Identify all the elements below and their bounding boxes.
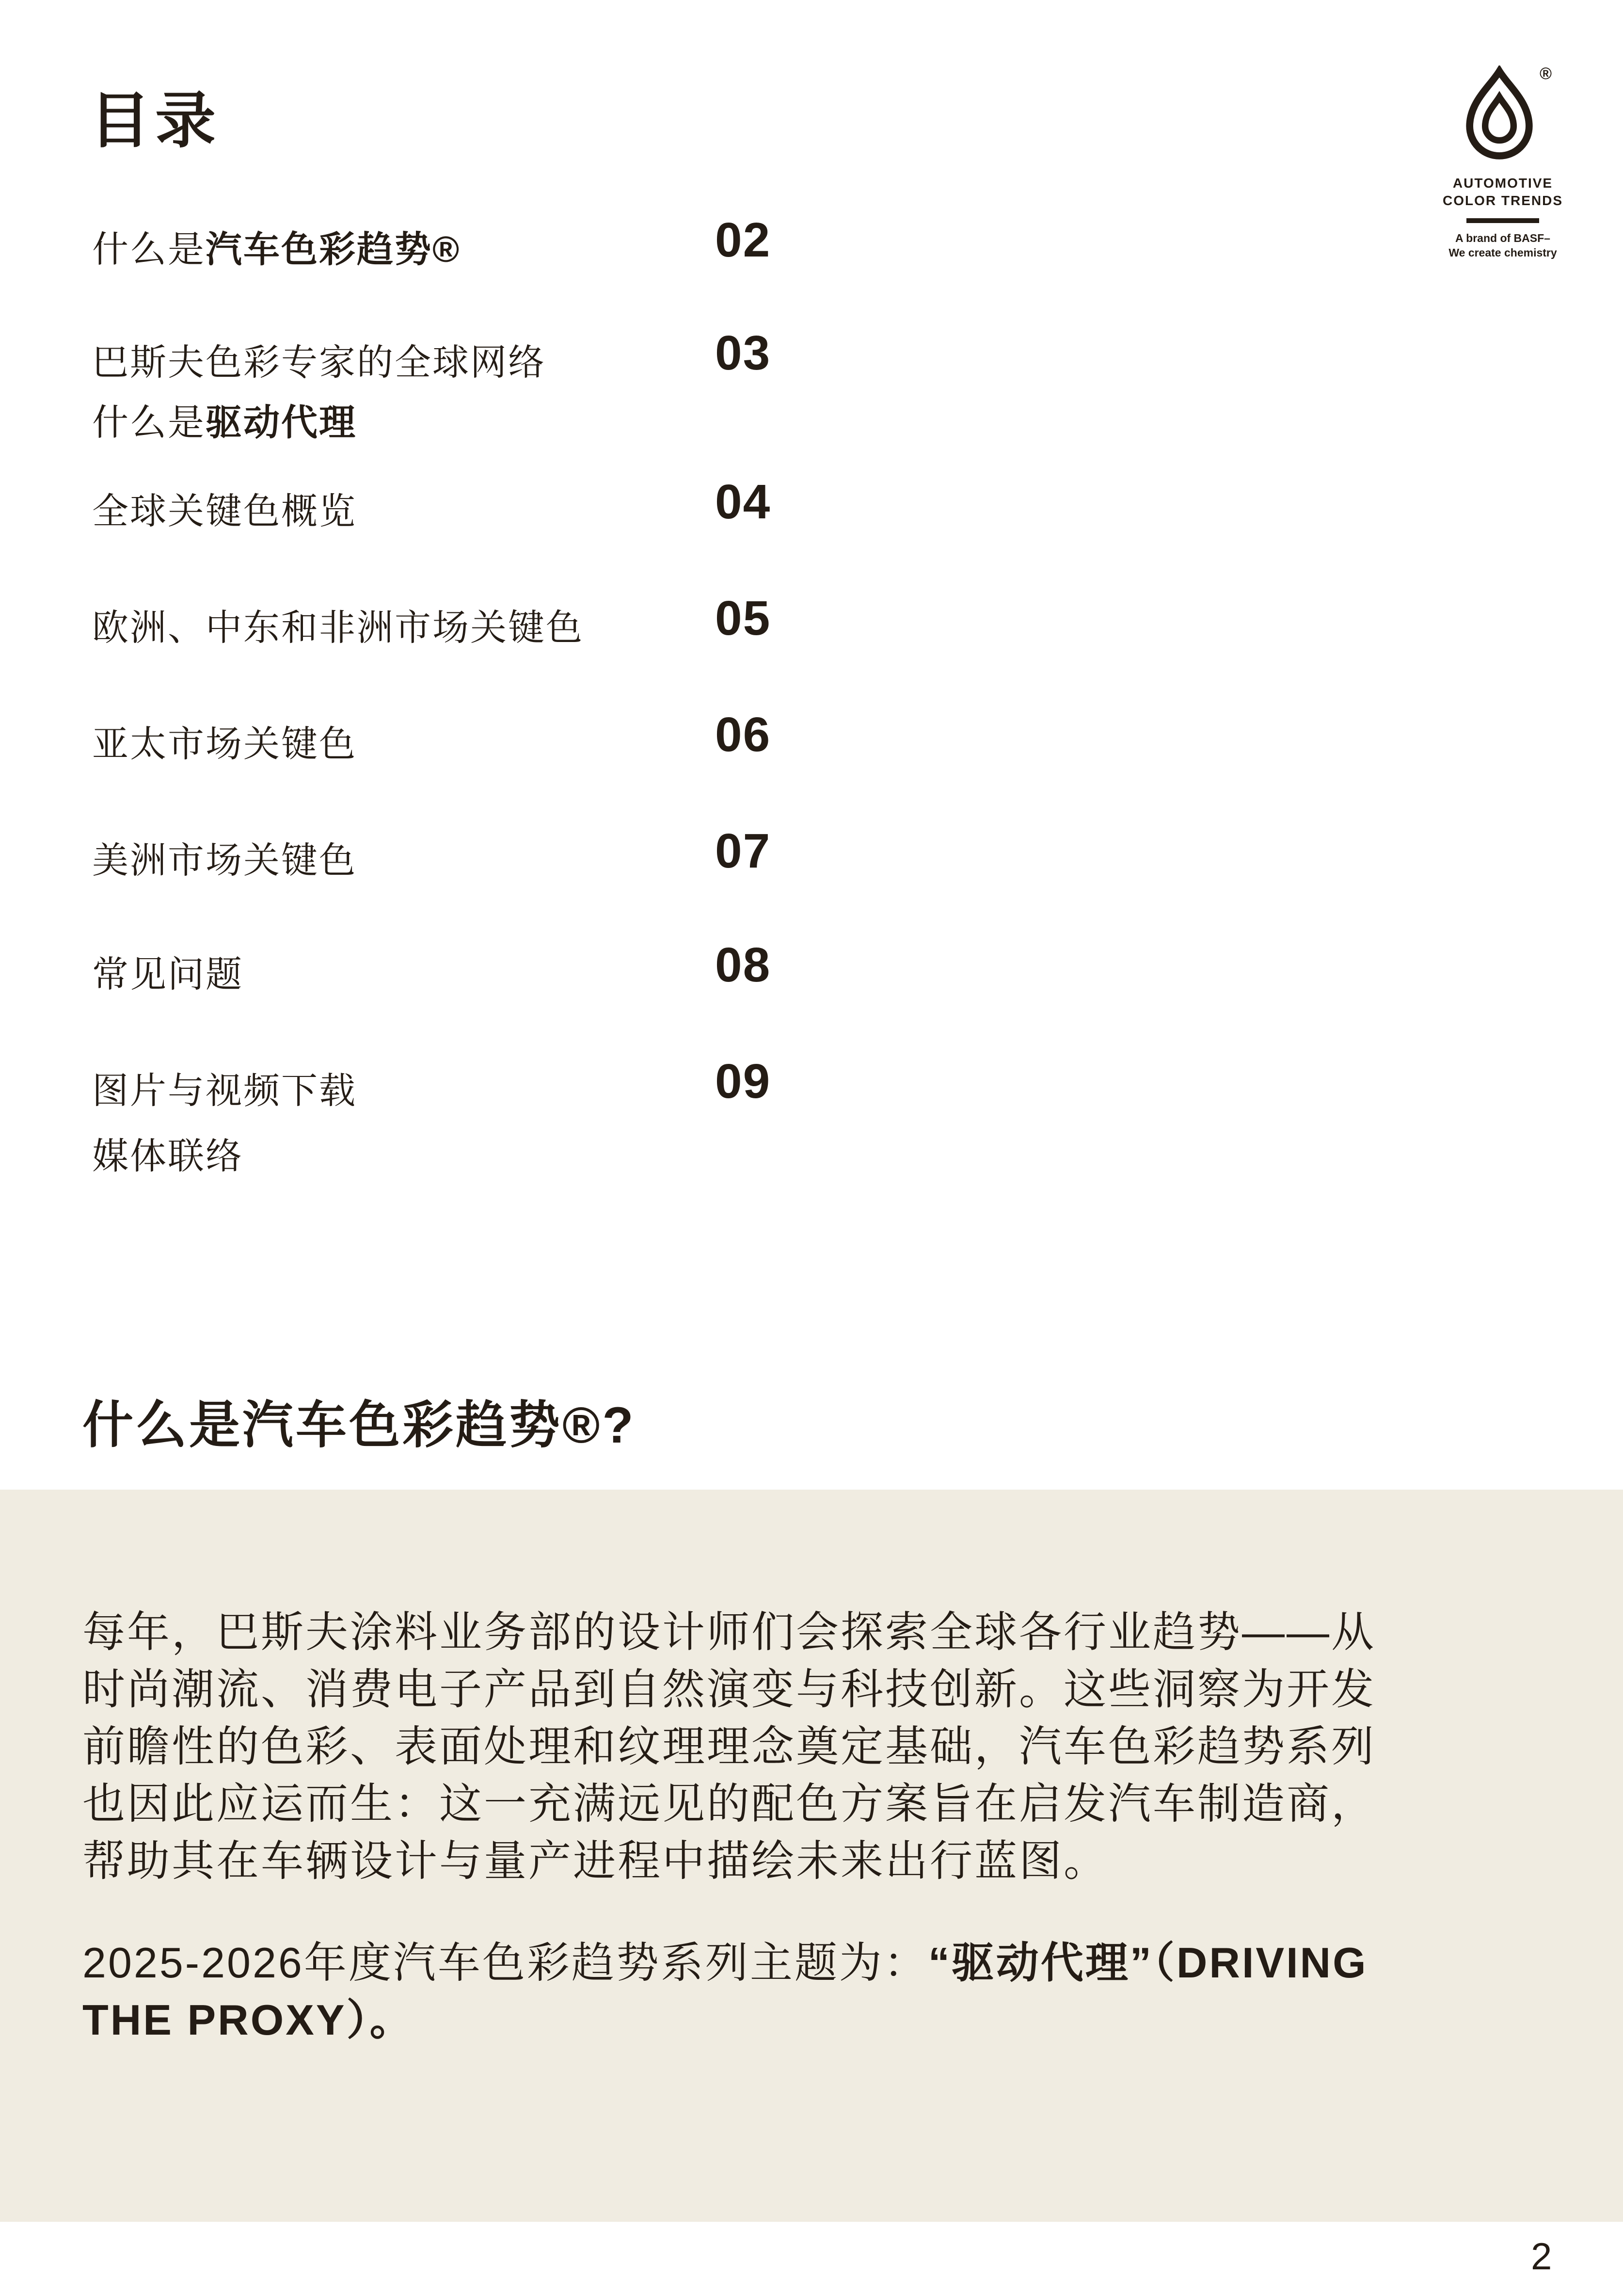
logo-drop-wrap: [1457, 64, 1552, 165]
page-title: 目录: [90, 87, 221, 155]
toc-entry-label: 巴斯夫色彩专家的全球网络: [92, 342, 546, 383]
paragraph-2-regular: 2025-2026年度汽车色彩趋势系列主题为：: [82, 1939, 928, 1987]
toc-entry-global-network: [92, 334, 546, 385]
body-text-panel: [0, 1490, 1623, 2222]
toc-entry-americas-key-colors: [92, 832, 357, 883]
toc-entry-label-bold: 驱动代理: [206, 402, 357, 443]
toc-page-number: 06: [715, 707, 771, 762]
toc-entry-what-is-act: [92, 221, 461, 273]
page-number: 2: [1531, 2235, 1552, 2278]
toc-entry-downloads: [92, 1062, 357, 1114]
toc-entry-label: 什么是: [92, 402, 206, 443]
toc-entry-emea-key-colors: [92, 599, 584, 651]
body-copy: [82, 1604, 1411, 2049]
logo-tagline-line1: A brand of BASF–: [1455, 232, 1550, 244]
toc-page-number: 09: [715, 1054, 771, 1108]
toc-page-number: 07: [715, 824, 771, 878]
toc-entry-label: 美洲市场关键色: [92, 840, 357, 881]
logo-text-line2: COLOR TRENDS: [1443, 193, 1563, 208]
toc-entry-what-is-driving-proxy: [92, 394, 357, 446]
toc-page-number: 02: [715, 213, 771, 267]
toc-entry-apac-key-colors: [92, 715, 357, 767]
section-heading: 什么是汽车色彩趋势®?: [82, 1397, 636, 1454]
toc-entry-media-contact: [92, 1127, 243, 1179]
toc-entry-label: 媒体联络: [92, 1136, 244, 1176]
toc-entry-label: 什么是: [92, 229, 206, 270]
toc-entry-label: 亚太市场关键色: [92, 723, 357, 764]
paragraph-1: 每年，巴斯夫涂料业务部的设计师们会探索全球各行业趋势——从时尚潮流、消费电子产品到自然演变与科技创新。这些洞察为开发前瞻性的色彩、表面处理和纹理理念奠定基础，汽车色彩趋势系列也因此应运而生：这一充满远见的配色方案旨在启发汽车制造商，帮助其在车辆设计与量产进程中描绘未来出行蓝图。: [82, 1608, 1376, 1885]
toc-page-number: 08: [715, 938, 771, 992]
logo-text-line1: AUTOMOTIVE: [1452, 176, 1553, 191]
toc-entry-label: 全球关键色概览: [92, 491, 357, 531]
toc-entry-faq: [92, 946, 243, 997]
registered-mark: ®: [1539, 64, 1552, 83]
toc-entry-label: 图片与视频下载: [92, 1070, 357, 1111]
toc-entry-label-bold: 汽车色彩趋势®: [206, 229, 461, 270]
logo-divider-bar: [1466, 218, 1539, 223]
drop-icon: [1461, 65, 1538, 165]
toc-entry-label: 欧洲、中东和非洲市场关键色: [92, 607, 584, 648]
paragraph-2-bold: “驱动代理”（DRIVING THE PROXY）。: [82, 1939, 1368, 2044]
toc-entry-global-key-colors: [92, 482, 357, 534]
automotive-color-trends-logo: [1430, 65, 1575, 260]
paragraph-2: [82, 1934, 1411, 2049]
toc-page-number: 05: [715, 591, 771, 645]
toc-page-number: 03: [715, 326, 771, 380]
toc-entry-label: 常见问题: [92, 954, 244, 995]
toc-page-number: 04: [715, 475, 771, 529]
logo-tagline-line2: We create chemistry: [1448, 246, 1557, 259]
